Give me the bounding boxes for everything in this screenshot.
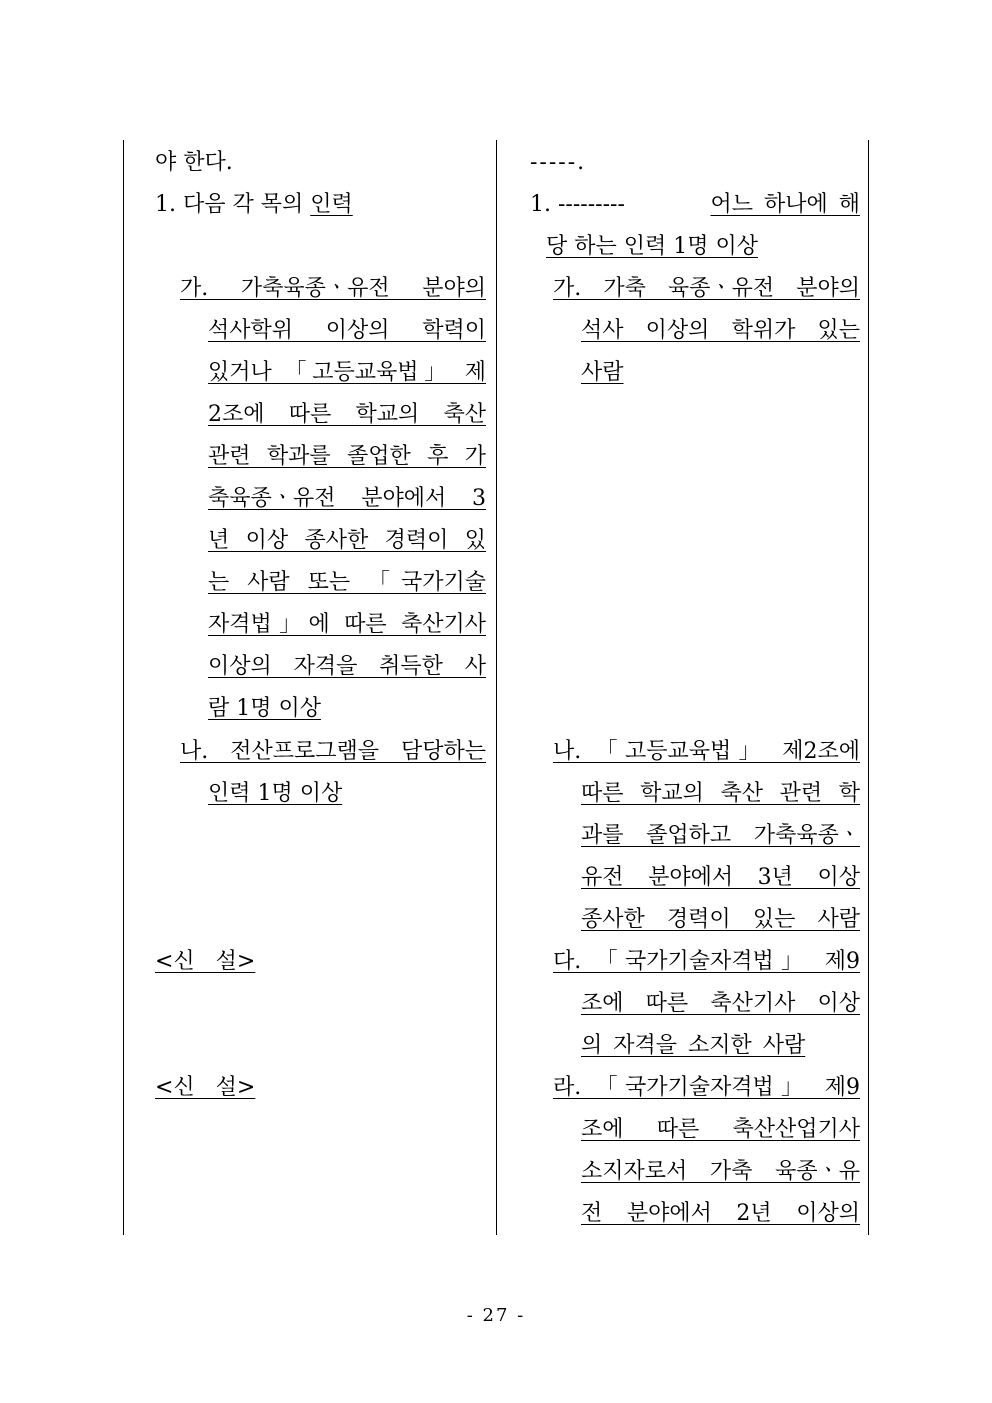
right-da-line-2: 조에 따른 축산기사 이상	[581, 991, 860, 1016]
left-na-line-1: 나. 전산프로그램을 담당하는	[180, 739, 486, 764]
right-na-line-1: 나. 「고등교육법」 제2조에	[553, 739, 860, 764]
right-line-1: -----.	[530, 150, 587, 175]
right-item-1	[530, 190, 860, 220]
left-item-1	[155, 190, 353, 220]
left-ga-line-10: 이상의 자격을 취득한 사	[208, 654, 486, 679]
left-line-1: 야 한다.	[155, 150, 233, 175]
left-ga-line-9: 자격법」에 따른 축산기사	[208, 612, 486, 637]
page-number: - 27 -	[466, 1305, 526, 1326]
left-ga-line-8: 는 사람 또는 「국가기술	[208, 570, 486, 595]
right-border-line	[868, 140, 869, 1235]
right-ga-line-1: 가. 가축 육종ㆍ유전 분야의	[553, 276, 860, 301]
right-item-1-text: 1. ---------	[530, 192, 625, 217]
left-ga-line-4: 2조에 따른 학교의 축산	[208, 402, 486, 427]
left-border-line	[123, 140, 124, 1235]
right-na-line-5: 종사한 경력이 있는 사람	[581, 907, 860, 932]
right-na-line-2: 따른 학교의 축산 관련 학	[581, 781, 860, 806]
left-item-1-underlined: 인력	[310, 192, 353, 217]
right-ga-line-3: 사람	[581, 360, 624, 385]
left-ga-line-6: 축육종ㆍ유전 분야에서 3	[208, 486, 486, 511]
left-na-line-2: 인력 1명 이상	[208, 781, 343, 806]
right-ga-line-2: 석사 이상의 학위가 있는	[581, 318, 860, 343]
left-ga-line-5: 관련 학과를 졸업한 후 가	[208, 444, 486, 469]
left-ga-line-2: 석사학위 이상의 학력이	[208, 318, 486, 343]
left-new-clause-2: <신 설>	[155, 1075, 256, 1100]
right-item-1-cont: 당 하는 인력 1명 이상	[546, 234, 758, 259]
left-ga-line-1: 가. 가축육종ㆍ유전 분야의	[180, 276, 486, 301]
right-ra-line-2: 조에 따른 축산산업기사	[581, 1117, 860, 1142]
right-da-line-1: 다. 「국가기술자격법」 제9	[553, 949, 860, 974]
right-ra-line-1: 라. 「국가기술자격법」 제9	[553, 1075, 860, 1100]
right-ra-line-3: 소지자로서 가축 육종ㆍ유	[581, 1159, 860, 1184]
left-new-clause-1: <신 설>	[155, 949, 256, 974]
left-item-1-text: 1. 다음 각 목의	[155, 192, 311, 217]
right-na-line-4: 유전 분야에서 3년 이상	[581, 865, 860, 890]
column-divider-line	[496, 140, 497, 1235]
right-na-line-3: 과를 졸업하고 가축육종ㆍ	[581, 823, 860, 848]
left-ga-line-3: 있거나 「고등교육법」 제	[208, 360, 486, 385]
right-ra-line-4: 전 분야에서 2년 이상의	[581, 1201, 860, 1226]
right-item-1-underlined: 어느 하나에 해	[710, 192, 860, 217]
right-da-line-3: 의 자격을 소지한 사람	[581, 1033, 806, 1058]
left-ga-line-11: 람 1명 이상	[208, 696, 321, 721]
left-ga-line-7: 년 이상 종사한 경력이 있	[208, 528, 486, 553]
